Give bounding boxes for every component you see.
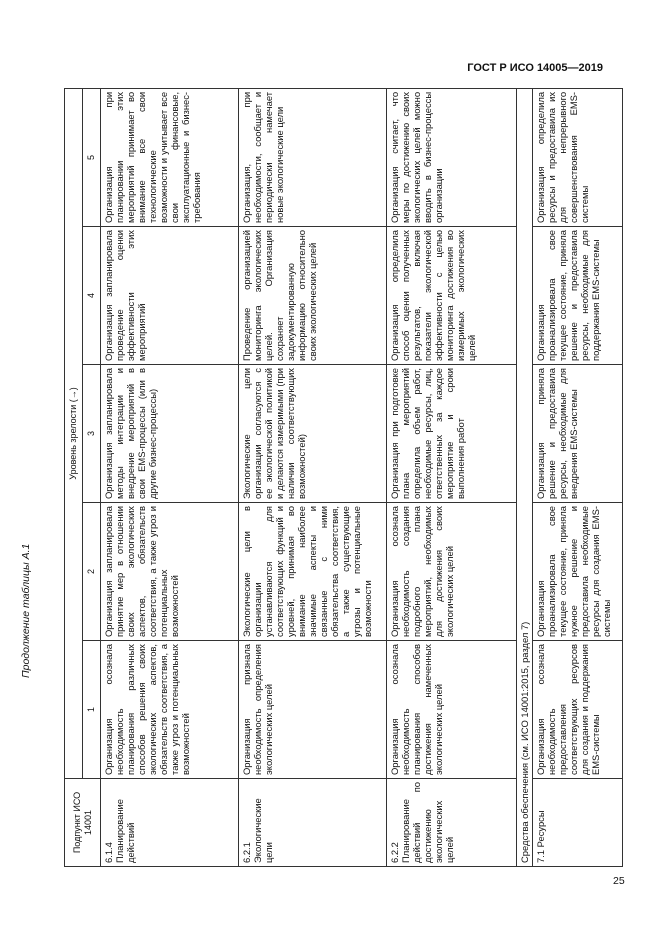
section-title: Средства обеспечения (см. ИСО 14001:2015, раздел 7): [517, 88, 533, 866]
table-row: [387, 88, 517, 866]
table-row: [239, 88, 387, 866]
level-1-header: 1: [83, 641, 101, 779]
level-cell: Организация осознала необходимость планирования различных способов решения своих экологических аспектов, обязательств соответствия, а также угроз и потенциальных возможностей: [101, 641, 239, 779]
level-cell: Экологические цели организации согласуются с ее экологической политикой и делаются измеримыми (при наличии соответствующих возможностей): [239, 365, 387, 503]
level-cell: Организация запланировала проведение оценки эффективности этих мероприятий: [101, 227, 239, 365]
level-cell: Организация осознала необходимость предоставления соответствующих ресурсов для создания и поддержания EMS-системы: [533, 641, 623, 779]
level-cell: Организация проанализировала свое текущее состояние, приняла решение и предоставила ресурсы, необходимые для поддержания EMS-системы: [533, 227, 623, 365]
level-cell: Организация осознала необходимость создания подробного плана мероприятий, необходимых для достижения своих экологических целей: [387, 503, 517, 641]
rotated-table-container: [64, 89, 622, 867]
level-cell: Организация запланировала методы интеграции и внедрение мероприятий в свои EMS-процессы (или в другие бизнес-процессы): [101, 365, 239, 503]
iso-clause-header: Подпункт ИСО 14001: [65, 779, 101, 867]
level-cell: Проведение организацией мониторинга экологических целей. Организация сохраняет задокументированную информацию относительно своих экологических целей: [239, 227, 387, 365]
level-cell: Организация определила способ оценки полученных результатов, включая показатели экологической эффективности с целью мониторинга достижения во измеримых экологических целей: [387, 227, 517, 365]
document-header: ГОСТ Р ИСО 14005—2019: [467, 62, 603, 74]
level-cell: Организация, при необходимости, сообщает и периодически намечает новые экологические цели: [239, 88, 387, 226]
table-continuation-caption: Продолжение таблицы А.1: [20, 543, 32, 678]
page-number: 25: [613, 875, 625, 887]
level-cell: Экологические цели в организации устанавливаются для соответствующих функций и уровней, принимая во внимание наиболее значимые аспекты и связанные с ними обязательства соответствия, а также существующие угрозы и потенциальные возможности: [239, 503, 387, 641]
level-cell: Организация определила ресурсы и предоставила их для непрерывного совершенствования EMS-системы: [533, 88, 623, 226]
maturity-table: [64, 88, 623, 867]
level-3-header: 3: [83, 365, 101, 503]
level-5-header: 5: [83, 88, 101, 226]
level-cell: Организация признала необходимость определения экологических целей: [239, 641, 387, 779]
clause-cell: 6.2.1 Экологические цели: [239, 779, 387, 867]
level-4-header: 4: [83, 227, 101, 365]
level-cell: Организация считает, что меры по достижению своих экологических целей можно вводить в бизнес-процессы организации: [387, 88, 517, 226]
section-row: [517, 88, 533, 866]
maturity-level-header: Уровень зрелости (→): [65, 88, 83, 778]
level-cell: Организация приняла решение и предоставила ресурсы, необходимые для внедрения EMS-системы: [533, 365, 623, 503]
clause-cell: 7.1 Ресурсы: [533, 779, 623, 867]
table-row: [533, 88, 623, 866]
level-cell: Организация запланировала принятие мер в отношении своих экологических аспектов, обязательств соответствия, а также угроз и потенциальных возможностей: [101, 503, 239, 641]
clause-cell: 6.1.4 Планирование действий: [101, 779, 239, 867]
clause-cell: 6.2.2 Планирование действий по достижению экологических целей: [387, 779, 517, 867]
level-cell: Организация проанализировала свое текущее состояние, приняла нужное решение и предоставила необходимые ресурсы для создания EMS-системы: [533, 503, 623, 641]
table-row: [101, 88, 239, 866]
level-2-header: 2: [83, 503, 101, 641]
level-cell: Организация осознала необходимость планирования способов достижения намеченных экологических целей: [387, 641, 517, 779]
level-cell: Организация при подготовке плана мероприятий определила объем работ, необходимые ресурсы, лиц, ответственных за каждое мероприятие и сроки выполнения работ: [387, 365, 517, 503]
level-cell: Организация при планировании этих мероприятий принимает во внимание все свои технологические возможности и учитывает все свои финансовые, эксплуатационные и бизнес-требования: [101, 88, 239, 226]
